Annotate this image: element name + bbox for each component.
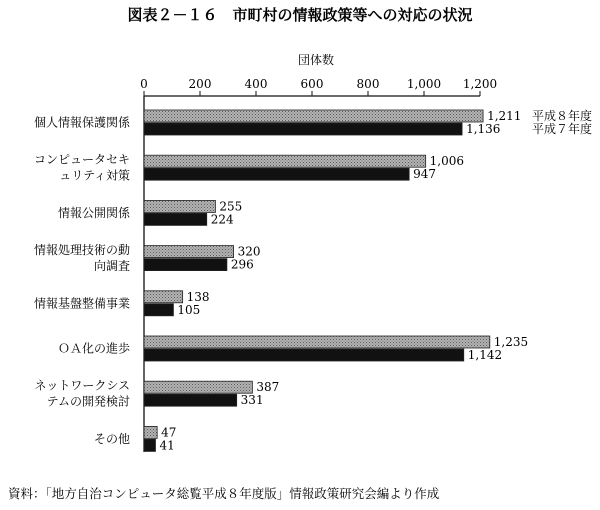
bar-h7-2 bbox=[144, 213, 207, 225]
bar-value-label: 1,006 bbox=[429, 154, 465, 169]
bar-h8-4 bbox=[144, 291, 183, 303]
bar-h8-6 bbox=[144, 381, 252, 393]
category-label: ＯＡ化の進歩 bbox=[57, 341, 130, 356]
category-label: 情報公開関係 bbox=[57, 205, 130, 220]
category-label: 情報基盤整備事業 bbox=[33, 296, 130, 311]
bar-h8-2 bbox=[144, 200, 215, 212]
x-tick-label: 1,000 bbox=[406, 77, 442, 91]
category-label: 向調査 bbox=[93, 259, 130, 274]
bar-h8-5 bbox=[144, 336, 490, 348]
bar-value-label: 320 bbox=[237, 244, 261, 259]
bar-h7-7 bbox=[144, 439, 155, 451]
category-label: ネットワークシス bbox=[34, 378, 130, 393]
bar-h8-3 bbox=[144, 246, 234, 258]
bar-value-label: 47 bbox=[161, 425, 177, 440]
bar-h7-1 bbox=[144, 168, 409, 180]
legend-item-h7: 平成７年度 bbox=[531, 122, 592, 136]
bar-value-label: 105 bbox=[177, 302, 201, 317]
bar-value-label: 255 bbox=[219, 199, 243, 214]
category-labels bbox=[34, 115, 131, 446]
bar-value-label: 387 bbox=[256, 380, 280, 395]
source-note: 資料：「地方自治コンピュータ総覧平成８年度版」情報政策研究会編より作成 bbox=[8, 486, 440, 501]
x-tick-label: 400 bbox=[244, 77, 268, 91]
category-label: ュリティ対策 bbox=[59, 168, 130, 183]
category-label: その他 bbox=[93, 431, 130, 446]
bar-layer bbox=[144, 109, 528, 452]
x-tick-label: 200 bbox=[188, 77, 212, 91]
category-label: 情報処理技術の動 bbox=[33, 243, 130, 258]
bar-value-label: 1,211 bbox=[487, 109, 522, 123]
bar-value-label: 1,136 bbox=[466, 122, 501, 136]
bar-h7-0 bbox=[144, 123, 462, 135]
bar-value-label: 41 bbox=[159, 438, 175, 453]
x-tick-label: 0 bbox=[140, 77, 148, 91]
legend-item-h8: 平成８年度 bbox=[531, 109, 592, 123]
bar-h8-0 bbox=[144, 110, 483, 122]
bar-value-label: 1,235 bbox=[493, 335, 529, 349]
category-label: 個人情報保護関係 bbox=[33, 115, 130, 130]
category-label: コンピュータセキ bbox=[33, 152, 130, 167]
x-tick-label: 600 bbox=[300, 77, 324, 91]
category-label: テムの開発検討 bbox=[46, 394, 130, 409]
bar-h7-3 bbox=[144, 259, 227, 271]
bar-value-label: 947 bbox=[413, 167, 437, 182]
chart-title: 図表２－１６ 市町村の情報政策等への対応の状況 bbox=[127, 6, 473, 24]
bar-value-label: 296 bbox=[230, 257, 254, 272]
bar-h8-1 bbox=[144, 155, 426, 167]
bar-h7-4 bbox=[144, 304, 173, 316]
legend bbox=[532, 108, 592, 136]
x-tick-label: 800 bbox=[356, 77, 380, 91]
bar-value-label: 331 bbox=[240, 393, 264, 408]
bar-h7-5 bbox=[144, 349, 464, 361]
x-tick-label: 1,200 bbox=[462, 77, 498, 91]
bar-value-label: 1,142 bbox=[467, 348, 503, 362]
bar-value-label: 224 bbox=[210, 212, 234, 227]
bar-value-label: 138 bbox=[186, 289, 210, 304]
x-axis-title: 団体数 bbox=[297, 53, 335, 67]
bar-h8-7 bbox=[144, 426, 157, 438]
bar-h7-6 bbox=[144, 394, 237, 406]
